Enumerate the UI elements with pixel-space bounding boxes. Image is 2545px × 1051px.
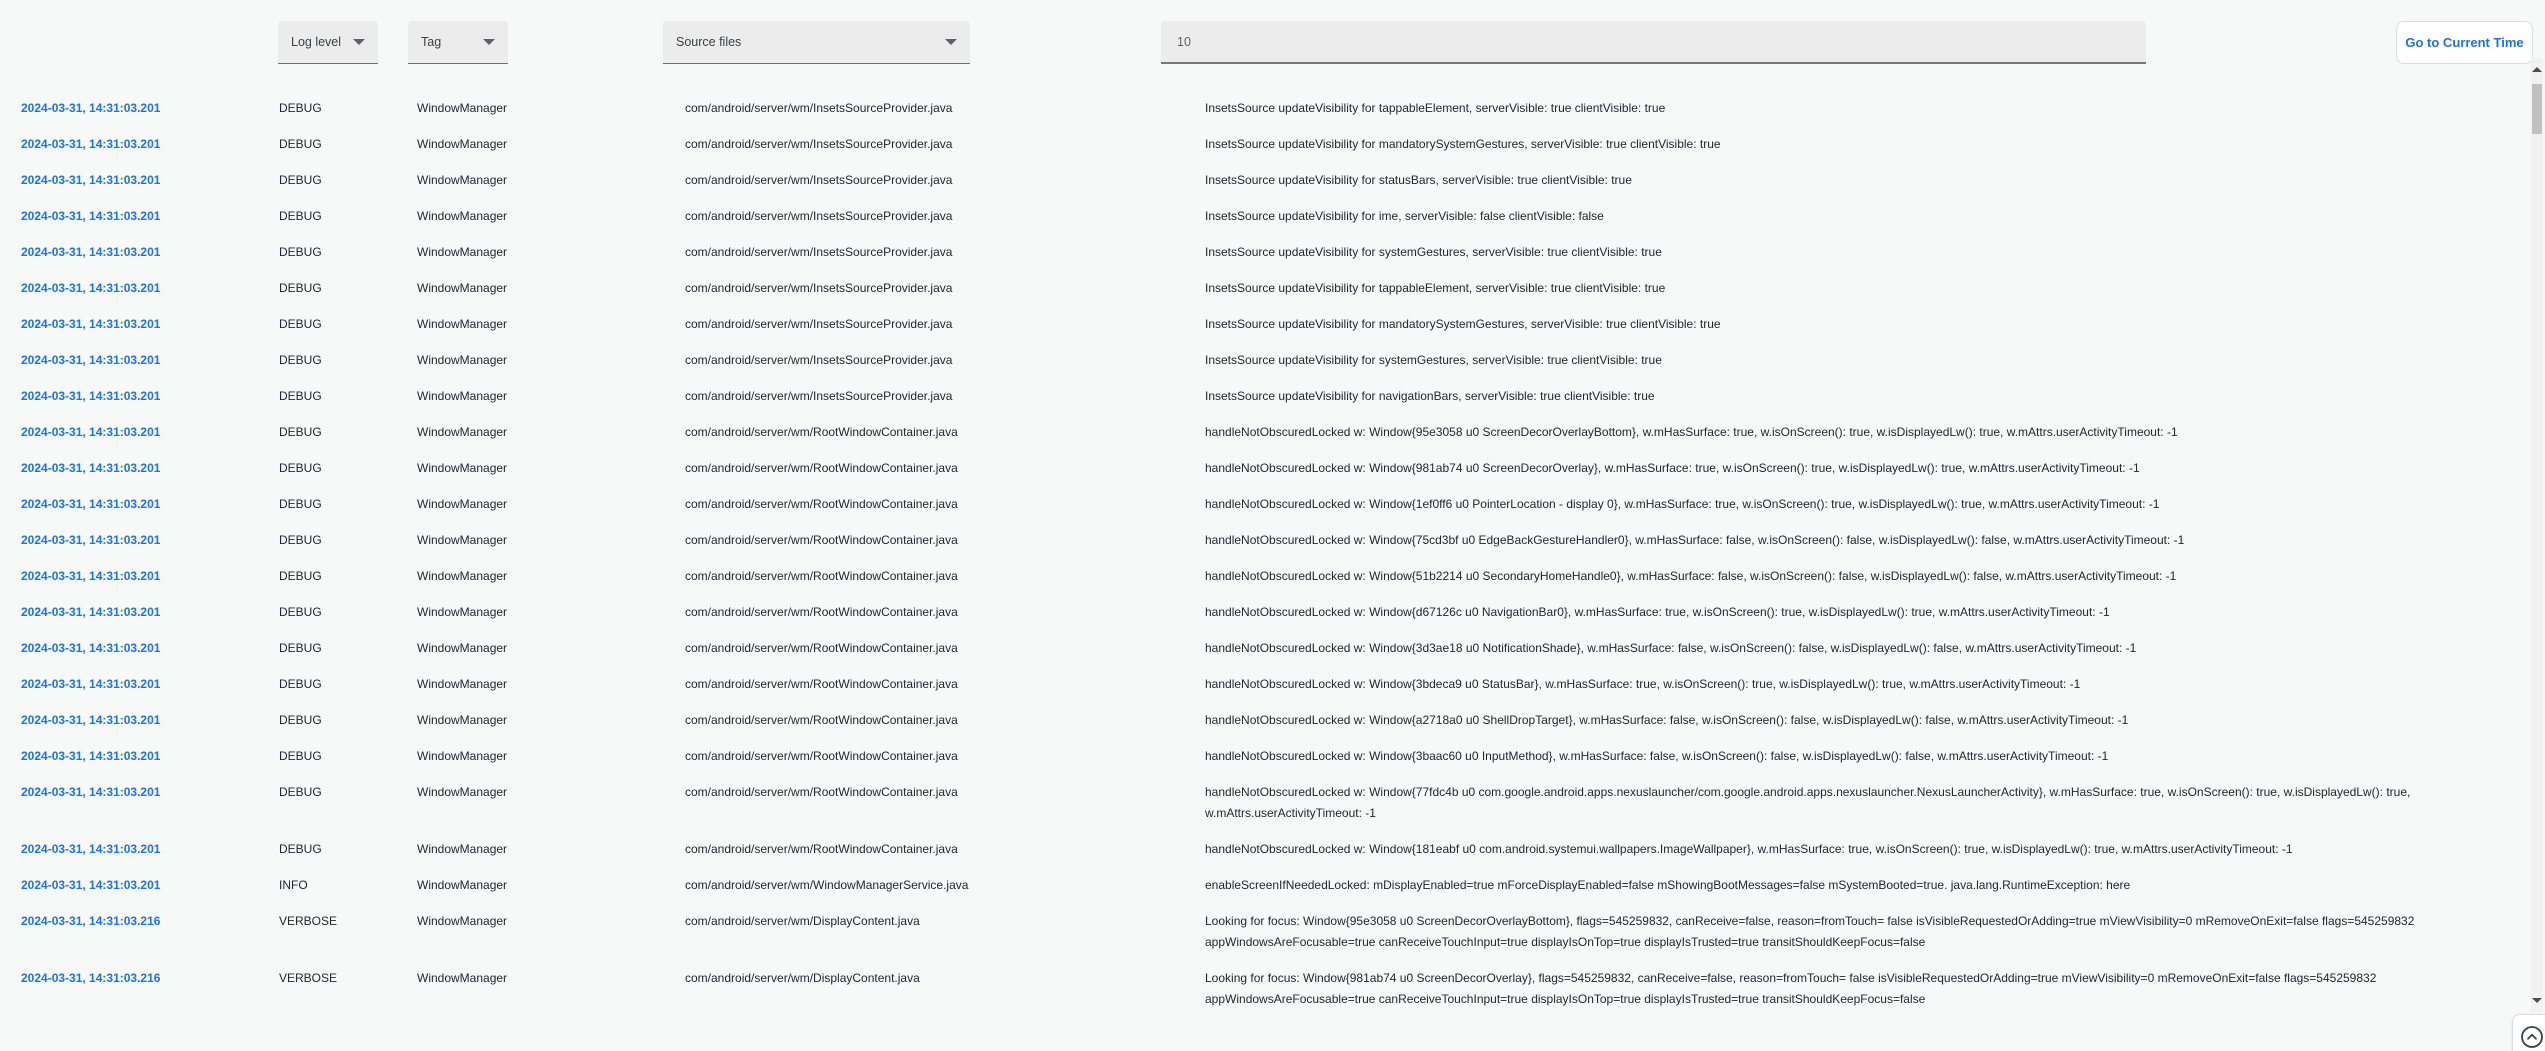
log-source-cell: com/android/server/wm/RootWindowContainer.java	[685, 676, 958, 691]
log-message-cell: InsetsSource updateVisibility for mandatorySystemGestures, serverVisible: true clientVisible: true	[1205, 136, 1721, 151]
log-source-cell: com/android/server/wm/InsetsSourceProvider.java	[685, 244, 953, 259]
log-level-cell: DEBUG	[279, 352, 322, 367]
log-message-cell: InsetsSource updateVisibility for navigationBars, serverVisible: true clientVisible: true	[1205, 388, 1655, 403]
log-row	[0, 903, 2531, 960]
log-row	[0, 702, 2531, 738]
scrollbar-thumb[interactable]	[2532, 84, 2542, 134]
log-timestamp-link[interactable]: 2024-03-31, 14:31:03.201	[21, 460, 161, 475]
log-tag-cell: WindowManager	[417, 244, 508, 259]
scrollbar-up-arrow-icon[interactable]	[2532, 67, 2542, 72]
log-timestamp-link[interactable]: 2024-03-31, 14:31:03.201	[21, 172, 161, 187]
log-tag-cell: WindowManager	[417, 496, 508, 511]
log-level-cell: DEBUG	[279, 244, 322, 259]
log-timestamp-link[interactable]: 2024-03-31, 14:31:03.201	[21, 136, 161, 151]
log-table	[0, 90, 2531, 1017]
log-level-cell: DEBUG	[279, 604, 322, 619]
log-level-cell: DEBUG	[279, 841, 322, 856]
log-timestamp-link[interactable]: 2024-03-31, 14:31:03.201	[21, 352, 161, 367]
log-tag-cell: WindowManager	[417, 316, 508, 331]
log-source-cell: com/android/server/wm/InsetsSourceProvider.java	[685, 316, 953, 331]
log-row	[0, 867, 2531, 903]
log-source-cell: com/android/server/wm/InsetsSourceProvider.java	[685, 100, 953, 115]
log-message-cell: handleNotObscuredLocked w: Window{3d3ae18 u0 NotificationShade}, w.mHasSurface: false, w.isOnScreen(): false, w.isDisplayedLw(): false, w.mAttrs.userActivityTimeout: -1	[1205, 640, 2137, 655]
log-level-cell: DEBUG	[279, 388, 322, 403]
log-source-cell: com/android/server/wm/RootWindowContainer.java	[685, 568, 958, 583]
log-source-cell: com/android/server/wm/RootWindowContainer.java	[685, 532, 958, 547]
log-row	[0, 630, 2531, 666]
log-row	[0, 522, 2531, 558]
log-message-cell: Looking for focus: Window{981ab74 u0 ScreenDecorOverlay}, flags=545259832, canReceive=false, reason=fromTouch= false isVisibleRequestedOrAdding=true mViewVisibility=0 mRemoveOnExit=false flags=545259832 appWindowsAreFocusable=true canReceiveTouchInput=true displayIsOnTop=true displayIsTrusted=true transitShouldKeepFocus=false	[1205, 970, 2377, 1006]
log-timestamp-link[interactable]: 2024-03-31, 14:31:03.201	[21, 208, 161, 223]
log-tag-cell: WindowManager	[417, 970, 508, 985]
log-tag-cell: WindowManager	[417, 460, 508, 475]
log-level-select-label: Log level	[291, 35, 342, 49]
log-row	[0, 90, 2531, 126]
scroll-to-top-button[interactable]	[2512, 1014, 2545, 1051]
log-source-cell: com/android/server/wm/InsetsSourceProvider.java	[685, 280, 953, 295]
log-tag-cell: WindowManager	[417, 913, 508, 928]
log-timestamp-link[interactable]: 2024-03-31, 14:31:03.201	[21, 676, 161, 691]
log-source-cell: com/android/server/wm/RootWindowContainer.java	[685, 496, 958, 511]
log-message-cell: InsetsSource updateVisibility for ime, serverVisible: false clientVisible: false	[1205, 208, 1604, 223]
log-level-cell: DEBUG	[279, 136, 322, 151]
log-source-cell: com/android/server/wm/RootWindowContainer.java	[685, 712, 958, 727]
log-tag-cell: WindowManager	[417, 100, 508, 115]
log-tag-cell: WindowManager	[417, 748, 508, 763]
log-timestamp-link[interactable]: 2024-03-31, 14:31:03.201	[21, 100, 161, 115]
log-tag-cell: WindowManager	[417, 388, 508, 403]
log-level-cell: DEBUG	[279, 172, 322, 187]
log-row	[0, 342, 2531, 378]
log-message-cell: handleNotObscuredLocked w: Window{981ab74 u0 ScreenDecorOverlay}, w.mHasSurface: true, w.isOnScreen(): true, w.isDisplayedLw(): true, w.mAttrs.userActivityTimeout: -1	[1205, 460, 2140, 475]
log-level-cell: DEBUG	[279, 496, 322, 511]
log-source-cell: com/android/server/wm/InsetsSourceProvider.java	[685, 136, 953, 151]
log-timestamp-link[interactable]: 2024-03-31, 14:31:03.201	[21, 784, 161, 799]
log-source-cell: com/android/server/wm/RootWindowContainer.java	[685, 784, 958, 799]
log-level-cell: DEBUG	[279, 424, 322, 439]
log-tag-cell: WindowManager	[417, 208, 508, 223]
log-source-cell: com/android/server/wm/RootWindowContainer.java	[685, 748, 958, 763]
log-message-cell: InsetsSource updateVisibility for tappableElement, serverVisible: true clientVisible: true	[1205, 100, 1666, 115]
log-level-cell: DEBUG	[279, 712, 322, 727]
log-tag-cell: WindowManager	[417, 676, 508, 691]
log-source-cell: com/android/server/wm/DisplayContent.java	[685, 970, 920, 985]
log-tag-cell: WindowManager	[417, 784, 508, 799]
log-timestamp-link[interactable]: 2024-03-31, 14:31:03.201	[21, 640, 161, 655]
log-level-cell: DEBUG	[279, 640, 322, 655]
log-tag-cell: WindowManager	[417, 841, 508, 856]
log-timestamp-link[interactable]: 2024-03-31, 14:31:03.201	[21, 424, 161, 439]
log-row	[0, 414, 2531, 450]
log-level-select[interactable]	[278, 21, 378, 64]
log-message-cell: handleNotObscuredLocked w: Window{3bdeca9 u0 StatusBar}, w.mHasSurface: true, w.isOnScreen(): true, w.isDisplayedLw(): true, w.mAttrs.userActivityTimeout: -1	[1205, 676, 2081, 691]
log-row	[0, 306, 2531, 342]
log-tag-cell: WindowManager	[417, 712, 508, 727]
log-row	[0, 738, 2531, 774]
log-message-cell: Looking for focus: Window{95e3058 u0 ScreenDecorOverlayBottom}, flags=545259832, canReceive=false, reason=fromTouch= false isVisibleRequestedOrAdding=true mViewVisibility=0 mRemoveOnExit=false flags=545259832 appWindowsAreFocusable=true canReceiveTouchInput=true displayIsOnTop=true displayIsTrusted=true transitShouldKeepFocus=false	[1205, 913, 2415, 949]
log-row	[0, 594, 2531, 630]
log-row	[0, 558, 2531, 594]
log-timestamp-link[interactable]: 2024-03-31, 14:31:03.201	[21, 496, 161, 511]
log-row	[0, 960, 2531, 1017]
log-message-cell: enableScreenIfNeededLocked: mDisplayEnabled=true mForceDisplayEnabled=false mShowingBootMessages=false mSystemBooted=true. java.lang.RuntimeException: here	[1205, 877, 2131, 892]
log-message-cell: handleNotObscuredLocked w: Window{a2718a0 u0 ShellDropTarget}, w.mHasSurface: false, w.isOnScreen(): false, w.isDisplayedLw(): false, w.mAttrs.userActivityTimeout: -1	[1205, 712, 2129, 727]
log-source-cell: com/android/server/wm/RootWindowContainer.java	[685, 841, 958, 856]
chevron-up-circle-icon	[2520, 1025, 2544, 1049]
log-timestamp-link[interactable]: 2024-03-31, 14:31:03.216	[21, 913, 161, 928]
log-message-cell: InsetsSource updateVisibility for systemGestures, serverVisible: true clientVisible: true	[1205, 352, 1662, 367]
log-message-cell: InsetsSource updateVisibility for mandatorySystemGestures, serverVisible: true clientVisible: true	[1205, 316, 1721, 331]
log-source-cell: com/android/server/wm/InsetsSourceProvider.java	[685, 208, 953, 223]
log-level-cell: DEBUG	[279, 784, 322, 799]
log-message-cell: InsetsSource updateVisibility for statusBars, serverVisible: true clientVisible: true	[1205, 172, 1632, 187]
log-timestamp-link[interactable]: 2024-03-31, 14:31:03.201	[21, 841, 161, 856]
log-row	[0, 378, 2531, 414]
log-timestamp-link[interactable]: 2024-03-31, 14:31:03.201	[21, 244, 161, 259]
log-timestamp-link[interactable]: 2024-03-31, 14:31:03.201	[21, 388, 161, 403]
log-level-cell: DEBUG	[279, 568, 322, 583]
log-level-cell: DEBUG	[279, 208, 322, 223]
log-row	[0, 486, 2531, 522]
log-timestamp-link[interactable]: 2024-03-31, 14:31:03.201	[21, 712, 161, 727]
log-message-cell: InsetsSource updateVisibility for tappableElement, serverVisible: true clientVisible: true	[1205, 280, 1666, 295]
log-tag-cell: WindowManager	[417, 424, 508, 439]
log-level-cell: DEBUG	[279, 100, 322, 115]
log-source-cell: com/android/server/wm/RootWindowContainer.java	[685, 640, 958, 655]
log-level-cell: DEBUG	[279, 748, 322, 763]
go-to-current-time-button[interactable]: Go to Current Time	[2396, 21, 2533, 64]
log-level-cell: VERBOSE	[279, 913, 338, 928]
vertical-scrollbar[interactable]	[2531, 58, 2543, 1012]
dropdown-arrow-icon	[945, 39, 957, 45]
log-level-cell: INFO	[279, 877, 308, 892]
log-message-cell: handleNotObscuredLocked w: Window{95e3058 u0 ScreenDecorOverlayBottom}, w.mHasSurface: true, w.isOnScreen(): true, w.isDisplayedLw(): true, w.mAttrs.userActivityTimeout: -1	[1205, 424, 2178, 439]
log-tag-cell: WindowManager	[417, 532, 508, 547]
log-timestamp-link[interactable]: 2024-03-31, 14:31:03.201	[21, 568, 161, 583]
log-tag-cell: WindowManager	[417, 172, 508, 187]
log-message-cell: handleNotObscuredLocked w: Window{d67126c u0 NavigationBar0}, w.mHasSurface: true, w.isOnScreen(): true, w.isDisplayedLw(): true, w.mAttrs.userActivityTimeout: -1	[1205, 604, 2110, 619]
log-source-cell: com/android/server/wm/RootWindowContainer.java	[685, 424, 958, 439]
log-source-cell: com/android/server/wm/DisplayContent.java	[685, 913, 920, 928]
scrollbar-down-arrow-icon[interactable]	[2532, 998, 2542, 1003]
log-row	[0, 162, 2531, 198]
log-source-cell: com/android/server/wm/RootWindowContainer.java	[685, 460, 958, 475]
log-timestamp-link[interactable]: 2024-03-31, 14:31:03.216	[21, 970, 161, 985]
tag-select[interactable]	[408, 21, 508, 64]
dropdown-arrow-icon	[483, 39, 495, 45]
log-tag-cell: WindowManager	[417, 604, 508, 619]
log-timestamp-link[interactable]: 2024-03-31, 14:31:03.201	[21, 532, 161, 547]
log-message-cell: handleNotObscuredLocked w: Window{3baac60 u0 InputMethod}, w.mHasSurface: false, w.isOnScreen(): false, w.isDisplayedLw(): false, w.mAttrs.userActivityTimeout: -1	[1205, 748, 2109, 763]
log-message-cell: handleNotObscuredLocked w: Window{1ef0ff6 u0 PointerLocation - display 0}, w.mHasSurface: true, w.isOnScreen(): true, w.isDisplayedLw(): true, w.mAttrs.userActivityTimeout: -1	[1205, 496, 2160, 511]
log-level-cell: DEBUG	[279, 676, 322, 691]
dropdown-arrow-icon	[353, 39, 365, 45]
log-row	[0, 198, 2531, 234]
log-tag-cell: WindowManager	[417, 877, 508, 892]
log-level-cell: VERBOSE	[279, 970, 338, 985]
log-source-cell: com/android/server/wm/InsetsSourceProvider.java	[685, 388, 953, 403]
log-level-cell: DEBUG	[279, 460, 322, 475]
log-row	[0, 774, 2531, 831]
log-message-cell: handleNotObscuredLocked w: Window{77fdc4b u0 com.google.android.apps.nexuslauncher/com.google.android.apps.nexuslauncher.NexusLauncherActivity}, w.mHasSurface: true, w.isOnScreen(): true, w.isDisplayedLw(): true, w.mAttrs.userActivityTimeout: -1	[1205, 784, 2411, 820]
log-message-cell: handleNotObscuredLocked w: Window{75cd3bf u0 EdgeBackGestureHandler0}, w.mHasSurface: false, w.isOnScreen(): false, w.isDisplayedLw(): false, w.mAttrs.userActivityTimeout: -1	[1205, 532, 2185, 547]
log-row	[0, 270, 2531, 306]
log-message-cell: handleNotObscuredLocked w: Window{51b2214 u0 SecondaryHomeHandle0}, w.mHasSurface: false, w.isOnScreen(): false, w.isDisplayedLw(): false, w.mAttrs.userActivityTimeout: -1	[1205, 568, 2177, 583]
log-timestamp-link[interactable]: 2024-03-31, 14:31:03.201	[21, 604, 161, 619]
log-source-cell: com/android/server/wm/InsetsSourceProvider.java	[685, 172, 953, 187]
source-files-select[interactable]	[663, 21, 970, 64]
log-source-cell: com/android/server/wm/WindowManagerService.java	[685, 877, 969, 892]
log-level-cell: DEBUG	[279, 532, 322, 547]
log-level-cell: DEBUG	[279, 280, 322, 295]
log-tag-cell: WindowManager	[417, 280, 508, 295]
log-row	[0, 666, 2531, 702]
tag-select-label: Tag	[421, 35, 442, 49]
log-timestamp-link[interactable]: 2024-03-31, 14:31:03.201	[21, 316, 161, 331]
log-row	[0, 831, 2531, 867]
limit-input[interactable]	[1161, 21, 2146, 64]
log-row	[0, 126, 2531, 162]
log-message-cell: handleNotObscuredLocked w: Window{181eabf u0 com.android.systemui.wallpapers.ImageWallpaper}, w.mHasSurface: true, w.isOnScreen(): true, w.isDisplayedLw(): true, w.mAttrs.userActivityTimeout: -1	[1205, 841, 2293, 856]
log-timestamp-link[interactable]: 2024-03-31, 14:31:03.201	[21, 748, 161, 763]
log-timestamp-link[interactable]: 2024-03-31, 14:31:03.201	[21, 280, 161, 295]
log-source-cell: com/android/server/wm/InsetsSourceProvider.java	[685, 352, 953, 367]
log-level-cell: DEBUG	[279, 316, 322, 331]
log-tag-cell: WindowManager	[417, 352, 508, 367]
log-row	[0, 234, 2531, 270]
log-tag-cell: WindowManager	[417, 640, 508, 655]
log-row	[0, 450, 2531, 486]
log-source-cell: com/android/server/wm/RootWindowContainer.java	[685, 604, 958, 619]
log-tag-cell: WindowManager	[417, 136, 508, 151]
source-files-select-label: Source files	[676, 35, 742, 49]
log-timestamp-link[interactable]: 2024-03-31, 14:31:03.201	[21, 877, 161, 892]
log-tag-cell: WindowManager	[417, 568, 508, 583]
log-message-cell: InsetsSource updateVisibility for systemGestures, serverVisible: true clientVisible: true	[1205, 244, 1662, 259]
